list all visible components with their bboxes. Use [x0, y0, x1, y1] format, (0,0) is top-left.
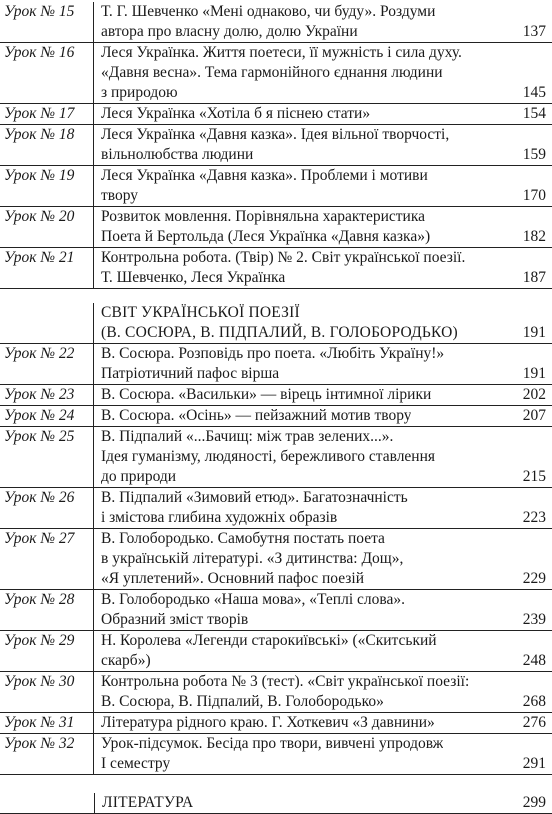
page-number: 137 — [522, 23, 546, 40]
entry-text: Образний зміст творів — [101, 611, 249, 628]
entry-text: Контрольна робота. (Твір) № 2. Світ української поезії. — [101, 249, 466, 266]
lesson-entry — [94, 590, 552, 630]
page-number: 187 — [522, 269, 546, 286]
lesson-entry — [94, 344, 552, 384]
lesson-entry — [94, 166, 552, 206]
toc-row — [0, 248, 552, 289]
lesson-number: Урок № 25 — [0, 427, 94, 487]
entry-line — [101, 569, 552, 589]
lesson-number: Урок № 21 — [0, 248, 94, 288]
toc-row — [0, 590, 552, 631]
page-number: 202 — [522, 386, 546, 403]
lesson-number: Урок № 28 — [0, 590, 94, 630]
page-number: 229 — [522, 570, 546, 587]
entry-line — [101, 248, 552, 268]
entry-text: В. Сосюра. «Осінь» — пейзажний мотив твору — [101, 407, 412, 424]
section-label-cell — [0, 303, 94, 343]
entry-text: Контрольна робота № 3 (тест). «Світ української поезії: — [101, 673, 470, 690]
entry-text: скарб») — [101, 652, 151, 669]
page-number: 291 — [522, 755, 546, 772]
entry-text: Урок-підсумок. Бесіда про твори, вивчені упродовж — [101, 735, 444, 752]
section-title: СВІТ УКРАЇНСЬКОЇ ПОЕЗІЇ — [101, 304, 300, 321]
entry-text: В. Сосюра. Розповідь про поета. «Любіть Україну!» — [101, 345, 445, 362]
lesson-entry — [94, 529, 552, 589]
section-title-line — [101, 303, 552, 323]
entry-text: в українській літературі. «З дитинства: Дощ», — [101, 550, 404, 567]
entry-line — [101, 651, 552, 671]
entry-line — [101, 227, 552, 247]
lesson-number: Урок № 23 — [0, 385, 94, 405]
entry-text: В. Голобородько. Самобутня постать поета — [101, 530, 385, 547]
entry-text: до природи — [101, 468, 177, 485]
entry-line — [101, 268, 552, 288]
literature-row — [0, 793, 552, 814]
entry-line — [101, 344, 552, 364]
toc-row — [0, 104, 552, 125]
entry-line — [101, 590, 552, 610]
entry-line — [101, 385, 552, 405]
lesson-entry — [94, 713, 552, 733]
page-number: 154 — [522, 105, 546, 122]
page-number: 159 — [522, 146, 546, 163]
entry-text: твору — [101, 187, 139, 204]
toc-row — [0, 672, 552, 713]
entry-text: І семестру — [101, 755, 171, 772]
entry-text: В. Сосюра. «Васильки» — вірець інтимної лірики — [101, 386, 432, 403]
toc-row — [0, 631, 552, 672]
toc-row — [0, 207, 552, 248]
page-number: 170 — [522, 187, 546, 204]
entry-line — [101, 125, 552, 145]
lesson-number: Урок № 16 — [0, 43, 94, 103]
table-of-contents — [0, 2, 552, 814]
entry-text: Розвиток мовлення. Порівняльна характеристика — [101, 208, 426, 225]
lesson-entry — [94, 734, 552, 774]
lesson-number: Урок № 18 — [0, 125, 94, 165]
entry-line — [101, 207, 552, 227]
toc-row — [0, 406, 552, 427]
entry-line — [101, 529, 552, 549]
entry-text: вільнолюбства людини — [101, 146, 254, 163]
page-number: 248 — [522, 652, 546, 669]
toc-row — [0, 43, 552, 104]
toc-row — [0, 488, 552, 529]
entry-text: і змістова глибина художніх образів — [101, 509, 338, 526]
page-number: 182 — [522, 228, 546, 245]
entry-line — [101, 63, 552, 83]
lesson-entry — [94, 207, 552, 247]
entry-line — [101, 631, 552, 651]
entry-text: Леся Українка «Давня казка». Ідея вільної творчості, — [101, 126, 450, 143]
entry-line — [101, 692, 552, 712]
literature-entry — [95, 793, 552, 813]
lesson-number: Урок № 22 — [0, 344, 94, 384]
section-page-number: 191 — [522, 324, 546, 341]
lesson-number: Урок № 29 — [0, 631, 94, 671]
lesson-entry — [94, 488, 552, 528]
lesson-number: Урок № 24 — [0, 406, 94, 426]
entry-line — [101, 734, 552, 754]
toc-row — [0, 166, 552, 207]
section-subtitle-line — [101, 323, 552, 343]
entry-text: Леся Українка «Давня казка». Проблеми і мотиви — [101, 167, 428, 184]
entry-line — [101, 104, 552, 124]
page-number: 215 — [522, 468, 546, 485]
toc-row — [0, 385, 552, 406]
page-number: 268 — [522, 693, 546, 710]
entry-line — [101, 2, 552, 22]
entry-text: з природою — [101, 84, 178, 101]
toc-row — [0, 734, 552, 775]
entry-line — [101, 364, 552, 384]
entry-line — [101, 43, 552, 63]
entry-line — [101, 488, 552, 508]
entry-line — [101, 145, 552, 165]
entry-line — [101, 447, 552, 467]
toc-row — [0, 2, 552, 43]
toc-row — [0, 344, 552, 385]
entry-line — [101, 549, 552, 569]
entry-line — [101, 406, 552, 426]
entry-line — [101, 713, 552, 733]
lesson-entry — [94, 104, 552, 124]
section-subtitle: (В. СОСЮРА, В. ПІДПАЛИЙ, В. ГОЛОБОРОДЬКО) — [101, 324, 458, 341]
entry-line — [101, 754, 552, 774]
section-heading — [94, 303, 552, 343]
lesson-entry — [94, 406, 552, 426]
lesson-number: Урок № 31 — [0, 713, 94, 733]
lesson-entry — [94, 631, 552, 671]
entry-line — [101, 467, 552, 487]
entry-text: «Давня весна». Тема гармонійного єднання людини — [101, 64, 443, 81]
lesson-number: Урок № 26 — [0, 488, 94, 528]
entry-line — [101, 427, 552, 447]
literature-page-number: 299 — [522, 794, 546, 811]
entry-text: Леся Українка. Життя поетеси, її мужність і сила духу. — [101, 44, 462, 61]
literature-label-cell — [0, 793, 95, 813]
page-number: 223 — [522, 509, 546, 526]
entry-text: Н. Королева «Легенди старокиївські» («Скитський — [101, 632, 437, 649]
lesson-entry — [94, 248, 552, 288]
entry-text: Патріотичний пафос вірша — [101, 365, 280, 382]
lesson-number: Урок № 27 — [0, 529, 94, 589]
entry-text: Т. Г. Шевченко «Мені однаково, чи буду». Роздуми — [101, 3, 436, 20]
toc-row — [0, 713, 552, 734]
entry-text: В. Підпалий «...Бачищ: між трав зелених...». — [101, 428, 394, 445]
entry-text: автора про власну долю, долю України — [101, 23, 358, 40]
entry-line — [101, 186, 552, 206]
page-number: 207 — [522, 407, 546, 424]
entry-text: Т. Шевченко, Леся Українка — [101, 269, 286, 286]
entry-text: В. Сосюра, В. Підпалий, В. Голобородько» — [101, 693, 384, 710]
lesson-number: Урок № 20 — [0, 207, 94, 247]
entry-line — [101, 610, 552, 630]
lesson-entry — [94, 672, 552, 712]
lesson-number: Урок № 32 — [0, 734, 94, 774]
lesson-number: Урок № 15 — [0, 2, 94, 42]
entry-line — [101, 508, 552, 528]
toc-row — [0, 529, 552, 590]
lesson-entry — [94, 2, 552, 42]
toc-row — [0, 125, 552, 166]
page-number: 191 — [522, 365, 546, 382]
entry-line — [101, 672, 552, 692]
lesson-entry — [94, 43, 552, 103]
toc-row — [0, 427, 552, 488]
entry-text: В. Голобородько «Наша мова», «Теплі слова». — [101, 591, 405, 608]
literature-line — [102, 793, 552, 813]
lesson-entry — [94, 427, 552, 487]
entry-text: Ідея гуманізму, людяності, бережливого ставлення — [101, 448, 436, 465]
section-heading-row — [0, 303, 552, 344]
entry-text: Поета й Бертольда (Леся Українка «Давня казка») — [101, 228, 431, 245]
lesson-number: Урок № 19 — [0, 166, 94, 206]
lesson-entry — [94, 385, 552, 405]
entry-text: В. Підпалий «Зимовий етюд». Багатозначність — [101, 489, 408, 506]
entry-line — [101, 83, 552, 103]
lesson-entry — [94, 125, 552, 165]
page-number: 145 — [522, 84, 546, 101]
lesson-number: Урок № 17 — [0, 104, 94, 124]
page-number: 276 — [522, 714, 546, 731]
entry-text: Леся Українка «Хотіла б я піснею стати» — [101, 105, 371, 122]
entry-line — [101, 166, 552, 186]
entry-text: Література рідного краю. Г. Хоткевич «З давнини» — [101, 714, 435, 731]
page-number: 239 — [522, 611, 546, 628]
entry-text: «Я уплетений». Основний пафос поезій — [101, 570, 364, 587]
entry-line — [101, 22, 552, 42]
literature-title: ЛІТЕРАТУРА — [102, 794, 194, 811]
lesson-number: Урок № 30 — [0, 672, 94, 712]
